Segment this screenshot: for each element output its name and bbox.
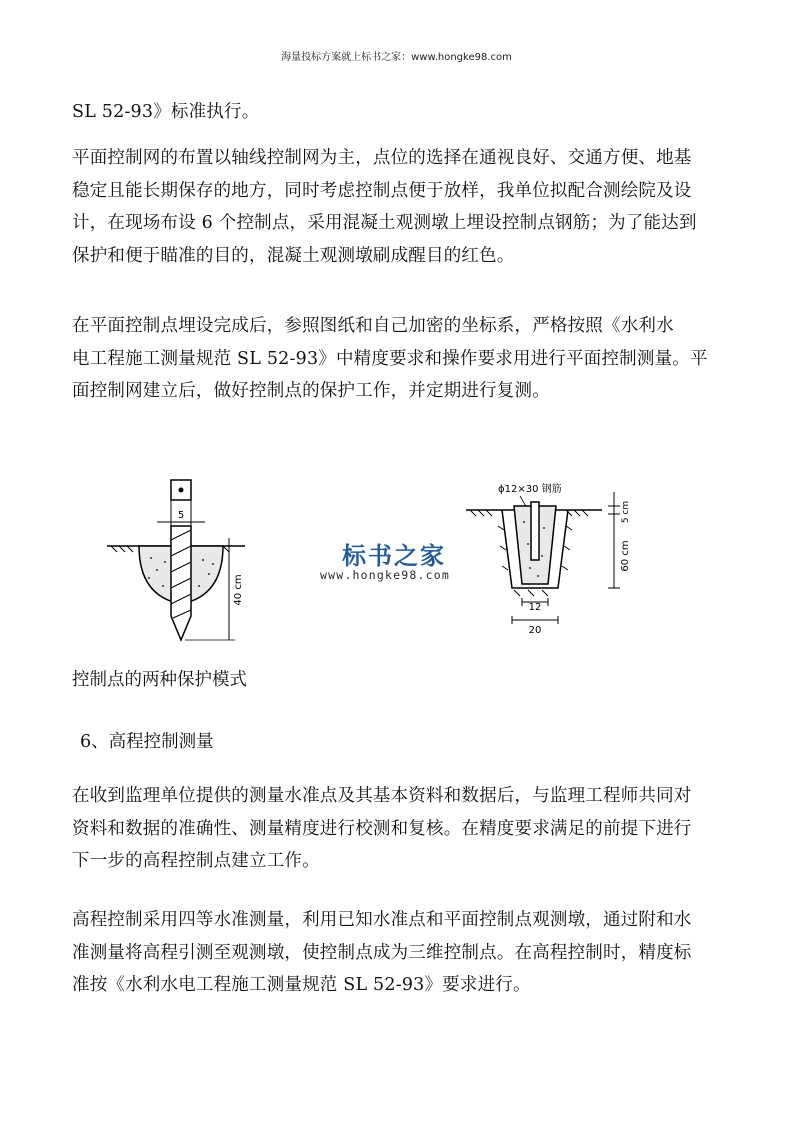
- paragraph-5: [72, 904, 732, 1002]
- paragraph-2: [72, 142, 732, 272]
- text-line: 高程控制采用四等水准测量，利用已知水准点和平面控制点观测墩，通过附和水: [72, 910, 692, 930]
- text-line: 平面控制网的布置以轴线控制网为主，点位的选择在通视良好、交通方便、地基: [72, 148, 692, 168]
- figure-rebar-protection: [462, 478, 637, 647]
- stake-diagram: [105, 478, 265, 648]
- text-line: 面控制网建立后，做好控制点的保护工作，并定期进行复测。: [72, 381, 550, 401]
- stake-width-label: 5: [177, 510, 185, 521]
- outer-width-label: 20: [528, 625, 542, 636]
- figure-caption: 控制点的两种保护模式: [72, 670, 247, 690]
- text-line: 计，在现场布设 6 个控制点，采用混凝土观测墩上埋设控制点钢筋；为了能达到: [72, 213, 697, 233]
- text-line: SL 52-93》标准执行。: [72, 102, 260, 122]
- text-line: 稳定且能长期保存的地方，同时考虑控制点便于放样，我单位拟配合测绘院及设: [72, 180, 692, 201]
- inner-width-label: 12: [528, 602, 542, 613]
- paragraph-1: [72, 96, 732, 129]
- text-line: 资料和数据的准确性、测量精度进行校测和复核。在精度要求满足的前提下进行: [72, 818, 692, 839]
- text-line: 下一步的高程控制点建立工作。: [72, 851, 320, 871]
- marker-dot: [179, 488, 184, 493]
- page-header: 海量投标方案就上标书之家：www.hongke98.com: [281, 52, 512, 63]
- rebar-depth-label: 60 cm: [620, 540, 631, 572]
- section-title: 6、高程控制测量: [80, 732, 214, 752]
- text-line: 在收到监理单位提供的测量水准点及其基本资料和数据后，与监理工程师共同对: [72, 786, 692, 806]
- text-line: 在平面控制点埋设完成后，参照图纸和自己加密的坐标系，严格按照《水利水: [72, 316, 674, 336]
- rebar-label: ϕ12×30 钢筋: [498, 484, 562, 495]
- paragraph-4: [72, 780, 732, 878]
- rebar: [531, 502, 539, 560]
- paragraph-3: [72, 310, 732, 408]
- text-line: 保护和便于瞄准的目的，混凝土观测墩刷成醒目的红色。: [72, 245, 515, 266]
- rebar-top-dim-label: 5 cm: [621, 500, 631, 524]
- figure-stake-protection: [105, 478, 265, 652]
- watermark-url: www.hongke98.com: [320, 568, 450, 582]
- text-line: 准按《水利水电工程施工测量规范 SL 52-93》要求进行。: [72, 975, 531, 995]
- stake-depth-label: 40 cm: [233, 574, 244, 606]
- text-line: 准测量将高程引测至观测墩，使控制点成为三维控制点。在高程控制时，精度标: [72, 942, 692, 963]
- text-line: 电工程施工测量规范 SL 52-93》中精度要求和操作要求用进行平面控制测量。平: [72, 348, 708, 369]
- watermark-title: 标书之家: [342, 542, 446, 570]
- rebar-diagram: [462, 478, 637, 643]
